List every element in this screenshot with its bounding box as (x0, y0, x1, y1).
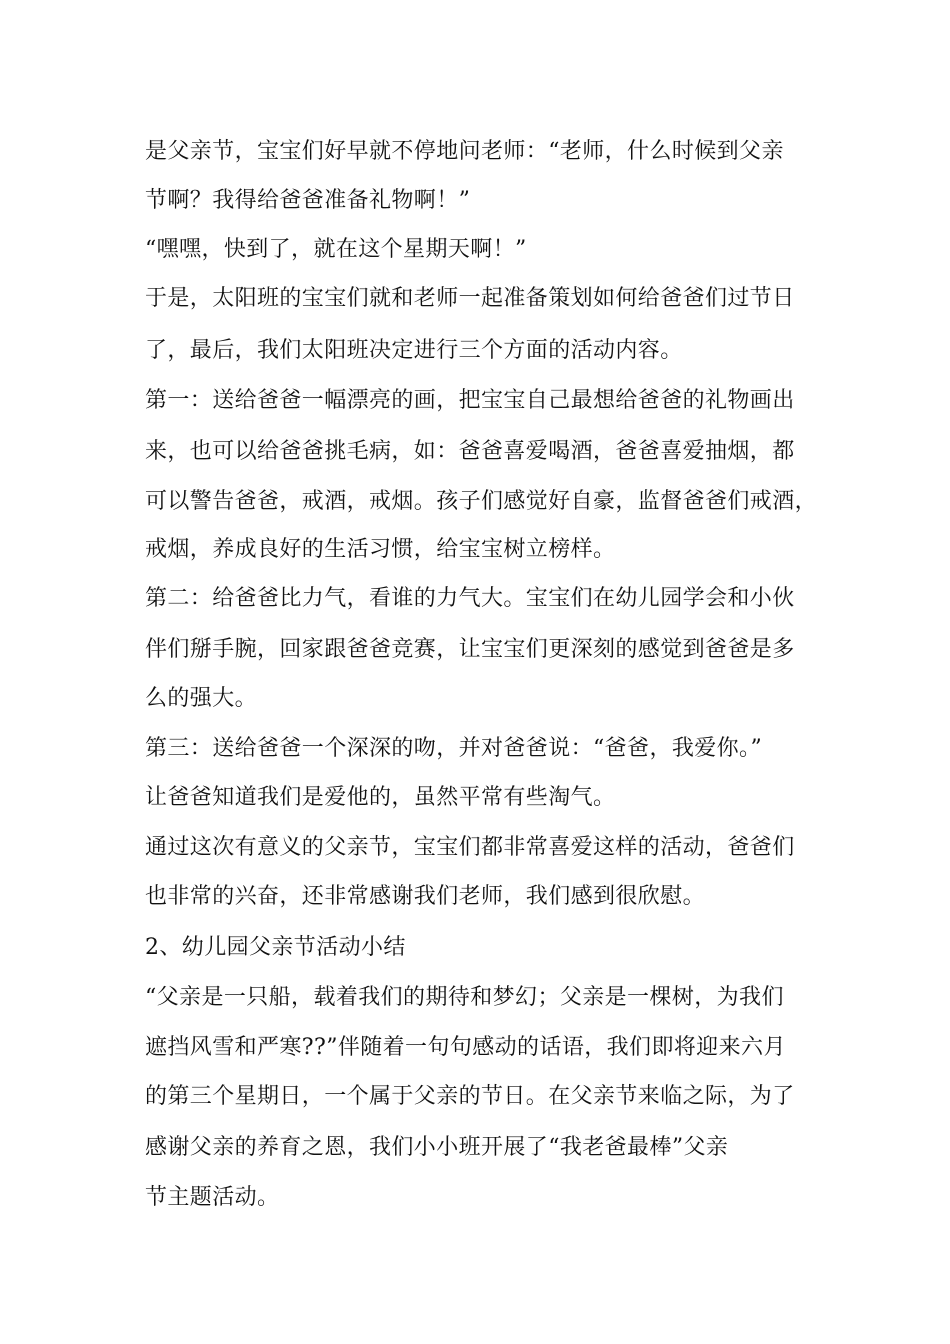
text-line: “嘿嘿，快到了，就在这个星期天啊！” (145, 237, 527, 262)
text-line: 第一：送给爸爸一幅漂亮的画，把宝宝自己最想给爸爸的礼物画出 (145, 388, 795, 413)
text-line: 可以警告爸爸，戒酒，戒烟。孩子们感觉好自豪，监督爸爸们戒酒， (145, 489, 818, 514)
text-line: “父亲是一只船，载着我们的期待和梦幻；父亲是一棵树，为我们 (145, 985, 784, 1010)
text-line: 是父亲节，宝宝们好早就不停地问老师：“老师，什么时候到父亲 (145, 139, 784, 164)
section-heading: 2、幼儿园父亲节活动小结 (145, 935, 406, 960)
text-line: 节主题活动。 (145, 1185, 280, 1210)
text-line: 了，最后，我们太阳班决定进行三个方面的活动内容。 (145, 338, 683, 363)
text-line: 来，也可以给爸爸挑毛病，如：爸爸喜爱喝酒，爸爸喜爱抽烟，都 (145, 439, 795, 464)
text-line: 的第三个星期日，一个属于父亲的节日。在父亲节来临之际，为了 (145, 1084, 795, 1109)
text-line: 让爸爸知道我们是爱他的，虽然平常有些淘气。 (145, 785, 616, 810)
text-line: 感谢父亲的养育之恩，我们小小班开展了“我老爸最棒”父亲 (145, 1135, 729, 1160)
text-line: 么的强大。 (145, 686, 258, 711)
text-line: 通过这次有意义的父亲节，宝宝们都非常喜爱这样的活动，爸爸们 (145, 835, 795, 860)
text-line: 第三：送给爸爸一个深深的吻，并对爸爸说：“爸爸，我爱你。” (145, 736, 763, 761)
text-line: 遮挡风雪和严寒??”伴随着一句句感动的话语，我们即将迎来六月 (145, 1035, 786, 1060)
text-line: 伴们掰手腕，回家跟爸爸竞赛，让宝宝们更深刻的感觉到爸爸是多 (145, 637, 795, 662)
text-line: 戒烟，养成良好的生活习惯，给宝宝树立榜样。 (145, 537, 616, 562)
text-line: 第二：给爸爸比力气，看谁的力气大。宝宝们在幼儿园学会和小伙 (145, 586, 795, 611)
text-line: 节啊？我得给爸爸准备礼物啊！” (145, 188, 471, 213)
text-line: 也非常的兴奋，还非常感谢我们老师，我们感到很欣慰。 (145, 884, 706, 909)
text-line: 于是，太阳班的宝宝们就和老师一起准备策划如何给爸爸们过节日 (145, 286, 795, 311)
